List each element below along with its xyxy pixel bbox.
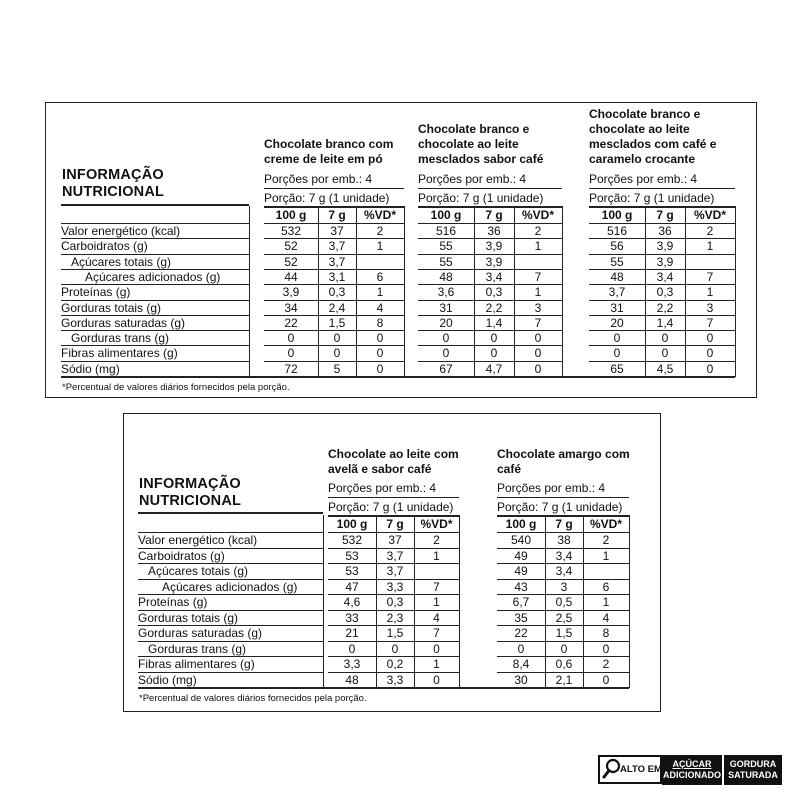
- nutrient-value: 1: [433, 548, 440, 563]
- nutrient-value: 2,2: [485, 300, 503, 315]
- nutrient-value: 2: [433, 533, 440, 547]
- nutrient-value: 0: [661, 331, 669, 346]
- product-name-block: [589, 103, 739, 167]
- nutrient-value: 67: [439, 361, 453, 376]
- column-header: 100 g: [430, 208, 462, 222]
- nutrient-value: 0: [333, 346, 341, 361]
- badge-line-2: SATURADA: [728, 770, 778, 780]
- badge-line-2: ADICIONADO: [663, 770, 721, 780]
- product-name: Chocolate branco com creme de leite em pó: [264, 137, 394, 166]
- nutrient-label: Valor energético (kcal): [61, 224, 181, 238]
- nutrient-value: 0: [517, 641, 525, 656]
- nutrient-value: 1: [706, 285, 714, 300]
- nutrient-value: 1: [433, 657, 440, 671]
- nutrient-value: 56: [610, 239, 624, 254]
- nutrient-value: 1,5: [328, 315, 346, 330]
- column-divider: [514, 206, 515, 377]
- column-divider: [356, 206, 357, 377]
- nutrient-value: 7: [433, 579, 440, 594]
- nutrient-value: 3,4: [555, 548, 573, 563]
- nutrient-value: 4,5: [656, 361, 674, 376]
- nutrient-value: 4,7: [485, 361, 503, 376]
- nutrient-value: 0: [348, 641, 356, 656]
- nutrient-value: 65: [610, 361, 624, 376]
- nutrient-value: 1: [602, 595, 610, 609]
- heading-line-1: INFORMAÇÃO: [139, 476, 241, 492]
- nutrient-label: Gorduras totais (g): [61, 300, 162, 315]
- nutrient-value: 5: [333, 361, 341, 376]
- column-header: 7 g: [485, 208, 503, 222]
- badge-line-1: GORDURA: [729, 759, 777, 769]
- column-header: 100 g: [505, 517, 537, 531]
- nutrition-panel-2: [123, 413, 661, 712]
- nutrient-value: 0,6: [555, 657, 573, 671]
- column-divider: [685, 206, 686, 377]
- nutrient-value: 1: [376, 285, 384, 300]
- nutrient-value: 7: [706, 269, 714, 284]
- portion-size: Porção: 7 g (1 unidade): [418, 191, 544, 205]
- nutrient-value: 2: [376, 224, 384, 238]
- nutrient-value: 2,4: [328, 300, 346, 315]
- label-top-rule: [61, 223, 249, 224]
- portions-per-package: Porções por emb.: 4: [497, 481, 606, 495]
- nutrient-value: 2: [534, 224, 542, 238]
- nutrient-value: 8,4: [512, 657, 530, 671]
- nutrient-value: 52: [284, 254, 298, 269]
- nutrient-value: 48: [345, 672, 359, 687]
- nutrient-label: Valor energético (kcal): [138, 533, 258, 547]
- nutrient-value: 30: [514, 672, 528, 687]
- nutrient-value: 38: [557, 533, 571, 547]
- nutrient-value: 1,5: [386, 626, 404, 640]
- nutrient-value: 6,7: [512, 595, 530, 609]
- nutrient-value: 43: [514, 579, 528, 594]
- nutrient-value: 2,5: [555, 610, 573, 625]
- nutrient-label: Fibras alimentares (g): [138, 657, 255, 671]
- nutrient-label: Carboidratos (g): [138, 548, 225, 563]
- nutrient-value: 0: [661, 346, 669, 361]
- column-divider: [474, 206, 475, 377]
- nutrient-value: 3,4: [656, 269, 674, 284]
- nutrient-value: 0,3: [485, 285, 503, 300]
- heading-line-2: NUTRICIONAL: [62, 184, 165, 200]
- heading-rule: [138, 512, 323, 514]
- column-divider: [583, 515, 584, 688]
- nutrient-value: 3,3: [343, 657, 361, 671]
- label-divider: [323, 515, 324, 688]
- nutrient-value: 7: [433, 626, 440, 640]
- nutrient-value: 0: [376, 331, 384, 346]
- nutrient-value: 2: [602, 533, 610, 547]
- column-header: 7 g: [555, 517, 573, 531]
- product-name: Chocolate branco e chocolate ao leite mesclados sabor café: [418, 122, 544, 166]
- nutrient-value: 3,6: [437, 285, 455, 300]
- nutrient-value: 540: [510, 533, 532, 547]
- column-divider: [562, 206, 563, 377]
- product-name-block: [328, 414, 478, 477]
- nutrient-value: 4: [602, 610, 610, 625]
- nutrient-value: 532: [341, 533, 363, 547]
- nutrient-value: 0: [287, 331, 295, 346]
- nutrient-value: 3: [560, 579, 568, 594]
- nutrient-value: 35: [514, 610, 528, 625]
- nutrient-value: 47: [345, 579, 359, 594]
- panel-heading: [139, 476, 241, 510]
- nutrient-value: 52: [284, 239, 298, 254]
- nutrient-value: 2: [706, 224, 714, 238]
- nutrient-value: 3: [534, 300, 542, 315]
- nutrient-value: 2,1: [555, 672, 573, 687]
- nutrition-panel-1: [45, 102, 757, 398]
- nutrient-value: 1: [602, 548, 610, 563]
- nutrient-value: 0: [602, 672, 610, 687]
- nutrient-value: 4: [433, 610, 440, 625]
- column-header: %VD*: [693, 208, 726, 222]
- nutrient-value: 53: [345, 548, 359, 563]
- panel-heading: [62, 167, 164, 201]
- nutrient-value: 0: [613, 346, 621, 361]
- nutrient-label: Sódio (mg): [61, 361, 120, 376]
- label-divider: [249, 206, 250, 377]
- portions-per-package: Porções por emb.: 4: [589, 172, 698, 186]
- nutrient-value: 0,3: [656, 285, 674, 300]
- column-header: %VD*: [589, 517, 622, 531]
- portion-size: Porção: 7 g (1 unidade): [264, 191, 390, 205]
- column-divider: [459, 515, 460, 688]
- column-divider: [404, 206, 405, 377]
- nutrient-value: 3,4: [555, 564, 573, 578]
- portions-rule: [497, 497, 629, 498]
- portions-rule: [589, 188, 735, 189]
- nutrient-value: 0: [287, 346, 295, 361]
- nutrient-value: 0: [333, 331, 341, 346]
- nutrient-value: 0,5: [555, 595, 573, 609]
- nutrient-value: 0,2: [386, 657, 404, 671]
- nutrient-value: 3,7: [386, 548, 404, 563]
- nutrient-label: Gorduras trans (g): [71, 331, 170, 346]
- heading-line-2: NUTRICIONAL: [139, 493, 242, 509]
- product-name: Chocolate ao leite com avelã e sabor café: [328, 447, 459, 476]
- nutrient-value: 0: [442, 346, 450, 361]
- nutrient-value: 3,9: [656, 239, 674, 254]
- nutrient-value: 22: [514, 626, 528, 640]
- nutrient-label: Proteínas (g): [138, 595, 208, 609]
- table-bottom-rule: [61, 376, 735, 378]
- nutrient-value: 7: [534, 315, 542, 330]
- nutrient-value: 7: [534, 269, 542, 284]
- product-name-block: [497, 414, 647, 477]
- label-top-rule: [138, 532, 323, 533]
- nutrient-value: 44: [284, 269, 298, 284]
- nutrient-value: 1: [534, 285, 542, 300]
- product-name: Chocolate amargo com café: [497, 447, 630, 476]
- alto-em-label: ALTO EM: [620, 764, 662, 775]
- nutrient-value: 55: [439, 239, 453, 254]
- column-header: 100 g: [275, 208, 307, 222]
- product-name-block: [418, 103, 568, 167]
- nutrient-value: 0: [602, 641, 610, 656]
- nutrient-label: Açúcares adicionados (g): [162, 579, 298, 594]
- nutrient-value: 48: [610, 269, 624, 284]
- nutrient-value: 3,7: [328, 239, 346, 254]
- nutrient-value: 33: [345, 610, 359, 625]
- nutrient-value: 8: [376, 315, 384, 330]
- nutrient-value: 6: [376, 269, 384, 284]
- heading-line-1: INFORMAÇÃO: [62, 167, 164, 183]
- nutrient-value: 0: [433, 672, 440, 687]
- nutrient-value: 4: [376, 300, 384, 315]
- nutrient-value: 53: [345, 564, 359, 578]
- column-header: 7 g: [386, 517, 404, 531]
- portions-rule: [264, 188, 404, 189]
- heading-rule: [61, 204, 249, 206]
- nutrient-value: 37: [330, 224, 344, 238]
- footnote: *Percentual de valores diários fornecidos pela porção.: [62, 382, 290, 393]
- nutrient-value: 2,3: [386, 610, 404, 625]
- nutrient-value: 3,3: [386, 579, 404, 594]
- column-divider: [735, 206, 736, 377]
- badge-line-1: AÇÚCAR: [672, 759, 712, 769]
- nutrient-value: 532: [280, 224, 302, 238]
- column-header: %VD*: [521, 208, 554, 222]
- nutrient-value: 55: [610, 254, 624, 269]
- nutrient-value: 0: [534, 361, 542, 376]
- product-name-block: [264, 103, 414, 167]
- column-header: %VD*: [363, 208, 396, 222]
- acucar-adicionado-badge: [662, 755, 722, 785]
- nutrient-value: 3,9: [282, 285, 300, 300]
- nutrient-value: 516: [435, 224, 457, 238]
- nutrient-value: 22: [284, 315, 298, 330]
- nutrient-value: 0: [613, 331, 621, 346]
- column-divider: [318, 206, 319, 377]
- nutrient-value: 49: [514, 548, 528, 563]
- nutrient-label: Açúcares totais (g): [71, 254, 172, 269]
- nutrient-value: 3,7: [328, 254, 346, 269]
- nutrient-value: 3,4: [485, 269, 503, 284]
- nutrient-value: 8: [602, 626, 610, 640]
- nutrient-value: 0,3: [386, 595, 404, 609]
- nutrient-label: Proteínas (g): [61, 285, 131, 300]
- nutrient-value: 7: [706, 315, 714, 330]
- nutrient-value: 20: [610, 315, 624, 330]
- nutrient-label: Gorduras saturadas (g): [61, 315, 186, 330]
- portions-per-package: Porções por emb.: 4: [328, 481, 437, 495]
- nutrient-value: 0: [433, 641, 440, 656]
- nutrient-value: 0: [706, 331, 714, 346]
- column-divider: [629, 515, 630, 688]
- nutrient-value: 36: [487, 224, 501, 238]
- nutrient-value: 36: [658, 224, 672, 238]
- nutrient-value: 48: [439, 269, 453, 284]
- nutrient-value: 6: [602, 579, 610, 594]
- nutrient-value: 0: [391, 641, 399, 656]
- nutrient-value: 37: [388, 533, 402, 547]
- nutrient-value: 3,1: [328, 269, 346, 284]
- column-divider: [645, 206, 646, 377]
- portion-size: Porção: 7 g (1 unidade): [328, 500, 454, 514]
- portions-per-package: Porções por emb.: 4: [264, 172, 373, 186]
- nutrient-value: 3,9: [485, 239, 503, 254]
- nutrient-value: 0: [442, 331, 450, 346]
- portions-rule: [418, 188, 562, 189]
- nutrient-value: 0: [706, 361, 714, 376]
- nutrient-label: Açúcares totais (g): [148, 564, 249, 578]
- nutrient-value: 34: [284, 300, 298, 315]
- column-header: %VD*: [420, 517, 453, 531]
- nutrient-value: 1,4: [485, 315, 503, 330]
- column-divider: [545, 515, 546, 688]
- nutrient-value: 1: [534, 239, 542, 254]
- nutrient-value: 0: [376, 361, 384, 376]
- footnote: *Percentual de valores diários fornecidos pela porção.: [139, 693, 367, 704]
- nutrient-label: Carboidratos (g): [61, 239, 148, 254]
- nutrient-label: Fibras alimentares (g): [61, 346, 178, 361]
- nutrient-value: 49: [514, 564, 528, 578]
- nutrient-value: 1,4: [656, 315, 674, 330]
- alto-em-badge: [598, 755, 662, 784]
- nutrient-value: 3,3: [386, 672, 404, 687]
- portion-size: Porção: 7 g (1 unidade): [589, 191, 715, 205]
- nutrient-value: 0: [534, 331, 542, 346]
- nutrient-value: 1: [376, 239, 384, 254]
- nutrient-value: 55: [439, 254, 453, 269]
- nutrient-label: Sódio (mg): [138, 672, 197, 687]
- nutrient-label: Gorduras totais (g): [138, 610, 239, 625]
- nutrient-value: 2,2: [656, 300, 674, 315]
- nutrient-value: 21: [345, 626, 359, 640]
- nutrient-value: 0: [490, 331, 498, 346]
- product-name: Chocolate branco e chocolate ao leite mesclados com café e caramelo crocante: [589, 107, 717, 166]
- nutrient-label: Gorduras saturadas (g): [138, 626, 263, 640]
- nutrient-value: 31: [610, 300, 624, 315]
- front-of-pack-warning: [598, 755, 783, 785]
- nutrient-value: 1,5: [555, 626, 573, 640]
- magnifier-icon: [602, 758, 622, 780]
- nutrient-value: 0,3: [328, 285, 346, 300]
- nutrient-value: 1: [433, 595, 440, 609]
- nutrient-value: 20: [439, 315, 453, 330]
- portions-per-package: Porções por emb.: 4: [418, 172, 527, 186]
- column-divider: [376, 515, 377, 688]
- nutrient-value: 3,7: [386, 564, 404, 578]
- portion-size: Porção: 7 g (1 unidade): [497, 500, 623, 514]
- nutrient-value: 0: [534, 346, 542, 361]
- nutrient-value: 2: [602, 657, 610, 671]
- gordura-saturada-badge: [724, 755, 782, 785]
- column-header: 7 g: [656, 208, 674, 222]
- column-divider: [414, 515, 415, 688]
- column-header: 100 g: [336, 517, 368, 531]
- portions-rule: [328, 497, 459, 498]
- table-bottom-rule: [138, 687, 629, 689]
- nutrient-value: 0: [376, 346, 384, 361]
- nutrient-value: 0: [706, 346, 714, 361]
- nutrient-label: Gorduras trans (g): [148, 641, 247, 656]
- nutrient-value: 0: [490, 346, 498, 361]
- nutrient-value: 3,7: [608, 285, 626, 300]
- nutrient-value: 3,9: [656, 254, 674, 269]
- column-header: 7 g: [328, 208, 346, 222]
- nutrient-value: 4,6: [343, 595, 361, 609]
- nutrient-value: 3,9: [485, 254, 503, 269]
- column-header: 100 g: [601, 208, 633, 222]
- nutrient-label: Açúcares adicionados (g): [85, 269, 221, 284]
- nutrient-value: 1: [706, 239, 714, 254]
- nutrient-value: 516: [606, 224, 628, 238]
- nutrient-value: 72: [284, 361, 298, 376]
- nutrient-value: 31: [439, 300, 453, 315]
- nutrient-value: 3: [706, 300, 714, 315]
- nutrient-value: 0: [560, 641, 568, 656]
